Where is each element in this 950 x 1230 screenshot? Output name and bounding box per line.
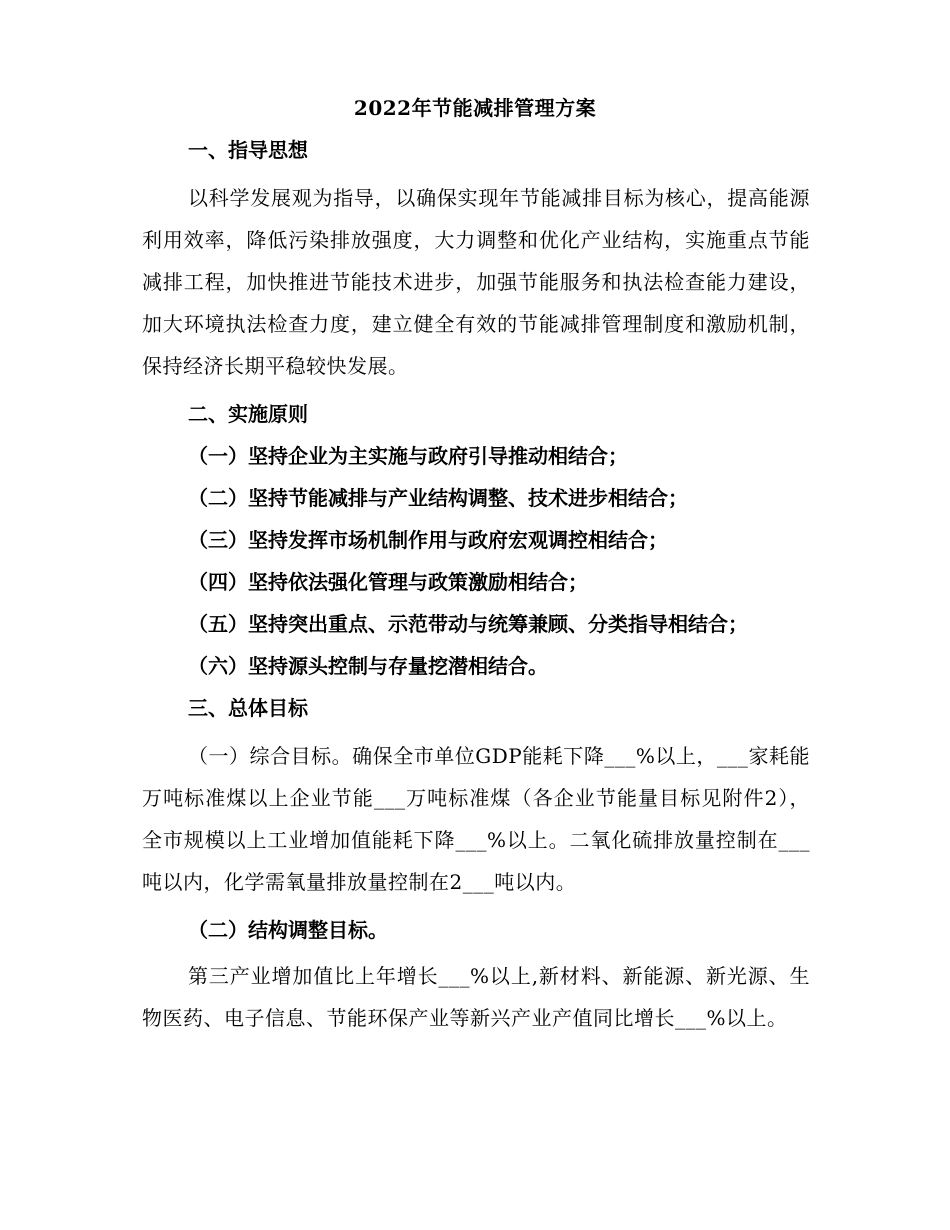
section-heading-overall-goals: 三、总体目标 xyxy=(188,696,308,720)
principle-item: （四）坚持依法强化管理与政策激励相结合； xyxy=(188,570,588,594)
section-paragraph-guiding-ideology: 以科学发展观为指导，以确保实现年节能减排目标为核心，提高能源利用效率，降低污染排放强度，大力调整和优化产业结构，实施重点节能减排工程，加快推进节能技术进步，加强节能服务和执法检查能力建设，加大环境执法检查力度，建立健全有效的节能减排管理制度和激励机制，保持经济长期平稳较快发展。 xyxy=(142,186,810,378)
principle-item: （三）坚持发挥市场机制作用与政府宏观调控相结合； xyxy=(188,528,668,552)
section-heading-principles: 二、实施原则 xyxy=(188,402,308,426)
goal-paragraph-comprehensive: （一）综合目标。确保全市单位GDP能耗下降___%以上，___家耗能万吨标准煤以上企业节能___万吨标准煤（各企业节能量目标见附件2），全市规模以上工业增加值能耗下降___%以上。二氧化硫排放量控制在___吨以内，化学需氧量排放量控制在2___吨以内。 xyxy=(142,744,810,894)
principle-item: （五）坚持突出重点、示范带动与统筹兼顾、分类指导相结合； xyxy=(188,612,748,636)
principle-item: （一）坚持企业为主实施与政府引导推动相结合； xyxy=(188,444,628,468)
document-title: 2022年节能减排管理方案 xyxy=(353,96,597,120)
principle-item: （六）坚持源头控制与存量挖潜相结合。 xyxy=(188,654,548,678)
document-body xyxy=(142,135,810,1051)
principle-item: （二）坚持节能减排与产业结构调整、技术进步相结合； xyxy=(188,486,688,510)
section-heading-guiding-ideology: 一、指导思想 xyxy=(188,138,308,162)
goal-subheading-structure: （二）结构调整目标。 xyxy=(188,918,388,942)
goal-paragraph-structure: 第三产业增加值比上年增长___%以上,新材料、新能源、新光源、生物医药、电子信息、节能环保产业等新兴产业产值同比增长___%以上。 xyxy=(142,964,810,1030)
